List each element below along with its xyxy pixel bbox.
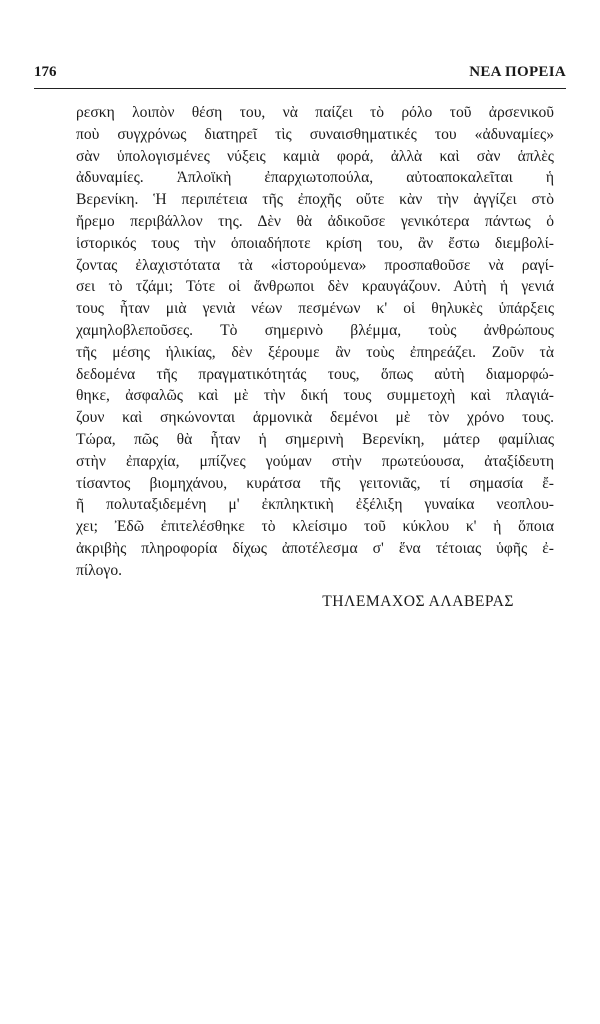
text-line: Βερενίκη. Ἡ περιπέτεια τῆς ἐποχῆς οὔτε κὰν τὴν ἀγγίζει στὸ (76, 191, 554, 209)
page-header (34, 60, 566, 89)
text-line: ζοντας ἐλαχιστότατα τὰ «ἱστορούμενα» προσπαθοῦσε νὰ ραγί- (76, 256, 554, 274)
text-line: ἀδυναμίες. Ἁπλοϊκὴ ἐπαρχιωτοπούλα, αὐτοαποκαλεῖται ἡ (76, 169, 554, 187)
text-line: σει τὸ τζάμι; Τότε οἱ ἄνθρωποι δὲν κραυγάζουν. Αὐτὴ ἡ γενιά (76, 278, 554, 296)
article-body (76, 102, 554, 582)
text-line: ῆ πολυταξιδεμένη μ' ἐκπληκτικὴ ἐξέλιξη γυναίκα νεοπλου- (76, 496, 554, 514)
text-line: ρεσκη λοιπὸν θέση του, νὰ παίζει τὸ ρόλο τοῦ ἀρσενικοῦ (76, 104, 554, 121)
text-line: Τώρα, πῶς θὰ ἦταν ἡ σημερινὴ Βερενίκη, μάτερ φαμίλιας (76, 430, 554, 448)
text-line: πίλογο. (76, 561, 123, 579)
text-line: τίσαντος βιομηχάνου, κυράτσα τῆς γειτονιᾶς, τί σημασία ἔ- (76, 474, 554, 492)
text-line: ἀκριβὴς πληροφορία δίχως ἀποτέλεσμα σ' ἕνα τέτοιας ὑφῆς ἐ- (76, 539, 554, 557)
text-line: τους ἦταν μιὰ γενιὰ νέων πεσμένων κ' οἱ θηλυκὲς ὑπάρξεις (76, 300, 554, 318)
text-line: ἤρεμο περιβάλλον της. Δὲν θὰ ἀδικοῦσε γενικότερα πάντως ὁ (76, 212, 554, 230)
text-line: δεδομένα τῆς πραγματικότητάς τους, ὅπως αὐτὴ διαμορφώ- (76, 365, 554, 383)
page-number: 176 (34, 64, 57, 80)
text-line: σὰν ὑπολογισμένες νύξεις καμιὰ φορά, ἀλλὰ καὶ σὰν ἁπλὲς (76, 147, 554, 165)
text-line: στὴν ἐπαρχία, μπίζνες γούμαν στὴν πρωτεύουσα, ἀταξίδευτη (76, 452, 554, 470)
journal-title: ΝΕΑ ΠΟΡΕΙΑ (469, 64, 566, 80)
author-signature: ΤΗΛΕΜΑΧΟΣ ΑΛΑΒΕΡΑΣ (322, 593, 514, 610)
text-line: χει; Ἐδῶ ἐπιτελέσθηκε τὸ κλείσιμο τοῦ κύκλου κ' ἡ ὅποια (76, 518, 554, 536)
text-line: ποὺ συγχρόνως διατηρεῖ τὶς συναισθηματικές του «ἀδυναμίες» (76, 125, 554, 143)
text-line: ζουν καὶ σηκώνονται ἁρμονικὰ δεμένοι μὲ τὸν χρόνο τους. (76, 409, 554, 427)
text-line: ἱστορικός τους τὴν ὁποιαδήποτε κρίση του, ἂν ἔστω διεμβολί- (76, 234, 554, 252)
text-line: τῆς μέσης ἡλικίας, δὲν ξέρουμε ἂν τοὺς ἐπηρεάζει. Ζοῦν τὰ (76, 343, 554, 361)
text-line: θηκε, ἀσφαλῶς καὶ μὲ τὴν δική τους συμμετοχὴ καὶ πλαγιά- (76, 387, 554, 405)
text-line: χαμηλοβλεποῦσες. Τὸ σημερινὸ βλέμμα, τοὺς ἀνθρώπους (76, 321, 554, 339)
